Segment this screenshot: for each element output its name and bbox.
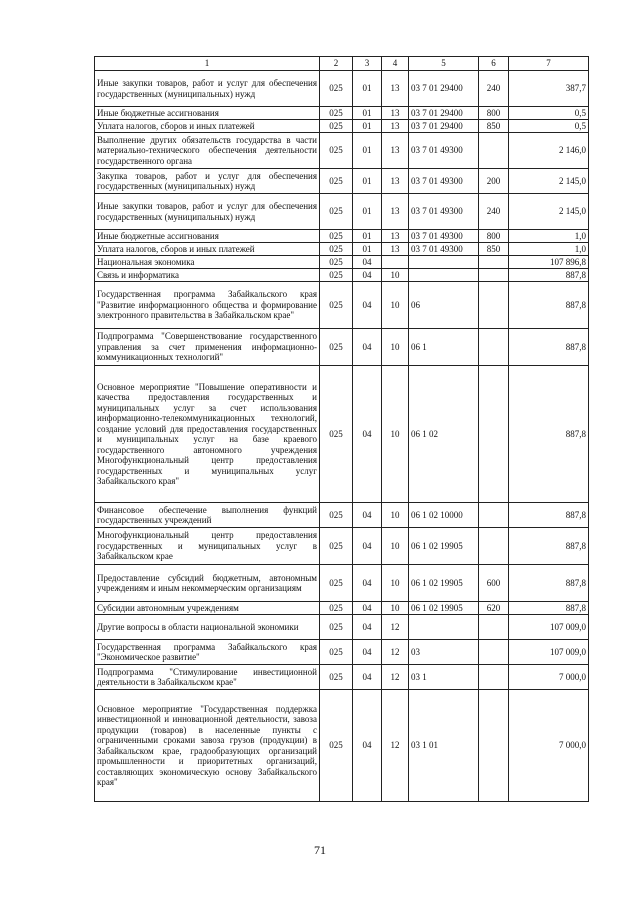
cell-subsection: 10 bbox=[382, 282, 409, 329]
cell-section: 01 bbox=[353, 230, 382, 243]
cell-target-article: 03 7 01 49300 bbox=[409, 243, 479, 256]
cell-expense-type bbox=[479, 503, 509, 528]
cell-name: Государственная программа Забайкальского края "Экономическое развитие" bbox=[95, 640, 320, 665]
cell-amount: 7 000,0 bbox=[509, 690, 589, 802]
cell-amount: 2 145,0 bbox=[509, 169, 589, 194]
cell-expense-type: 800 bbox=[479, 230, 509, 243]
cell-section: 04 bbox=[353, 503, 382, 528]
cell-expense-type bbox=[479, 366, 509, 503]
cell-subsection: 13 bbox=[382, 120, 409, 133]
cell-target-article: 03 1 bbox=[409, 665, 479, 690]
table-row bbox=[95, 690, 589, 802]
table-row bbox=[95, 256, 589, 269]
budget-table bbox=[94, 56, 589, 802]
table-row bbox=[95, 528, 589, 565]
cell-subsection: 13 bbox=[382, 169, 409, 194]
cell-target-article: 03 7 01 49300 bbox=[409, 169, 479, 194]
cell-amount: 1,0 bbox=[509, 230, 589, 243]
table-header-row bbox=[95, 57, 589, 71]
cell-amount: 2 146,0 bbox=[509, 133, 589, 169]
cell-amount: 887,8 bbox=[509, 282, 589, 329]
cell-name: Уплата налогов, сборов и иных платежей bbox=[95, 243, 320, 256]
cell-section: 04 bbox=[353, 269, 382, 282]
cell-name: Подпрограмма "Стимулирование инвестиционной деятельности в Забайкальском крае" bbox=[95, 665, 320, 690]
cell-section: 01 bbox=[353, 243, 382, 256]
cell-name: Иные бюджетные ассигнования bbox=[95, 230, 320, 243]
cell-subsection: 12 bbox=[382, 665, 409, 690]
cell-subsection: 10 bbox=[382, 565, 409, 602]
cell-name: Уплата налогов, сборов и иных платежей bbox=[95, 120, 320, 133]
cell-target-article: 06 1 02 10000 bbox=[409, 503, 479, 528]
cell-subsection: 10 bbox=[382, 503, 409, 528]
table-row bbox=[95, 194, 589, 230]
cell-section: 04 bbox=[353, 665, 382, 690]
cell-grbs: 025 bbox=[320, 640, 353, 665]
cell-subsection: 10 bbox=[382, 528, 409, 565]
table-row bbox=[95, 133, 589, 169]
cell-grbs: 025 bbox=[320, 665, 353, 690]
cell-name: Многофункциональный центр предоставления государственных и муниципальных услуг в Забайкальском крае bbox=[95, 528, 320, 565]
cell-amount: 0,5 bbox=[509, 107, 589, 120]
cell-grbs: 025 bbox=[320, 503, 353, 528]
cell-section: 04 bbox=[353, 282, 382, 329]
cell-name: Основное мероприятие "Повышение оперативности и качества предоставления государственных и муниципальных услуг за счет использования информационно-телекоммуникационных технологий, создание условий для предоставления государственных и муниципальных услуг на базе краевого государственного автономного учреждения Многофункциональный центр предоставления государственных и муниципальных услуг Забайкальского края" bbox=[95, 366, 320, 503]
cell-name: Выполнение других обязательств государства в части материально-технического обеспечения деятельности государственного органа bbox=[95, 133, 320, 169]
table-row bbox=[95, 243, 589, 256]
table-row bbox=[95, 120, 589, 133]
cell-subsection: 12 bbox=[382, 640, 409, 665]
cell-target-article bbox=[409, 256, 479, 269]
cell-amount: 0,5 bbox=[509, 120, 589, 133]
cell-grbs: 025 bbox=[320, 690, 353, 802]
cell-section: 04 bbox=[353, 615, 382, 640]
cell-expense-type: 240 bbox=[479, 194, 509, 230]
cell-grbs: 025 bbox=[320, 366, 353, 503]
column-header: 1 bbox=[95, 57, 320, 71]
cell-name: Иные закупки товаров, работ и услуг для обеспечения государственных (муниципальных) нужд bbox=[95, 71, 320, 107]
cell-section: 04 bbox=[353, 329, 382, 366]
cell-subsection: 10 bbox=[382, 602, 409, 615]
cell-target-article: 06 1 02 bbox=[409, 366, 479, 503]
cell-grbs: 025 bbox=[320, 169, 353, 194]
cell-target-article: 03 7 01 49300 bbox=[409, 133, 479, 169]
column-header: 6 bbox=[479, 57, 509, 71]
cell-grbs: 025 bbox=[320, 329, 353, 366]
cell-name: Государственная программа Забайкальского края "Развитие информационного общества и формирование электронного правительства в Забайкальском крае" bbox=[95, 282, 320, 329]
cell-subsection: 13 bbox=[382, 230, 409, 243]
cell-name: Другие вопросы в области национальной экономики bbox=[95, 615, 320, 640]
cell-amount: 887,8 bbox=[509, 366, 589, 503]
cell-expense-type bbox=[479, 690, 509, 802]
table-row bbox=[95, 366, 589, 503]
cell-expense-type bbox=[479, 256, 509, 269]
table-row bbox=[95, 503, 589, 528]
cell-amount: 887,8 bbox=[509, 329, 589, 366]
budget-table-container bbox=[94, 56, 588, 802]
cell-amount: 387,7 bbox=[509, 71, 589, 107]
cell-target-article: 03 7 01 29400 bbox=[409, 107, 479, 120]
cell-name: Основное мероприятие "Государственная поддержка инвестиционной и инновационной деятельности, завоза продукции (товаров) в населенные пункты с ограниченными сроками завоза грузов (продукции) в Забайкальском крае, градообразующих организаций промышленности и приоритетных организаций, составляющих экономическую основу Забайкальского края" bbox=[95, 690, 320, 802]
cell-section: 04 bbox=[353, 640, 382, 665]
cell-expense-type: 620 bbox=[479, 602, 509, 615]
cell-name: Иные закупки товаров, работ и услуг для обеспечения государственных (муниципальных) нужд bbox=[95, 194, 320, 230]
cell-amount: 887,8 bbox=[509, 528, 589, 565]
cell-grbs: 025 bbox=[320, 194, 353, 230]
cell-expense-type bbox=[479, 665, 509, 690]
table-row bbox=[95, 329, 589, 366]
cell-section: 04 bbox=[353, 366, 382, 503]
cell-name: Закупка товаров, работ и услуг для обеспечения государственных (муниципальных) нужд bbox=[95, 169, 320, 194]
table-body bbox=[95, 71, 589, 802]
cell-grbs: 025 bbox=[320, 528, 353, 565]
cell-amount: 1,0 bbox=[509, 243, 589, 256]
cell-subsection: 12 bbox=[382, 615, 409, 640]
table-row bbox=[95, 565, 589, 602]
table-row bbox=[95, 169, 589, 194]
cell-target-article: 03 7 01 29400 bbox=[409, 71, 479, 107]
cell-subsection: 10 bbox=[382, 269, 409, 282]
cell-target-article: 03 1 01 bbox=[409, 690, 479, 802]
cell-target-article: 06 1 02 19905 bbox=[409, 602, 479, 615]
cell-expense-type bbox=[479, 133, 509, 169]
cell-grbs: 025 bbox=[320, 120, 353, 133]
cell-target-article: 06 1 02 19905 bbox=[409, 565, 479, 602]
cell-grbs: 025 bbox=[320, 133, 353, 169]
cell-grbs: 025 bbox=[320, 243, 353, 256]
column-header: 2 bbox=[320, 57, 353, 71]
cell-expense-type bbox=[479, 329, 509, 366]
cell-section: 01 bbox=[353, 194, 382, 230]
cell-section: 04 bbox=[353, 528, 382, 565]
cell-target-article bbox=[409, 269, 479, 282]
table-row bbox=[95, 230, 589, 243]
cell-expense-type: 850 bbox=[479, 243, 509, 256]
cell-amount: 887,8 bbox=[509, 269, 589, 282]
cell-expense-type: 800 bbox=[479, 107, 509, 120]
cell-name: Подпрограмма "Совершенствование государственного управления за счет применения информационно-коммуникационных технологий" bbox=[95, 329, 320, 366]
cell-grbs: 025 bbox=[320, 269, 353, 282]
cell-amount: 107 009,0 bbox=[509, 640, 589, 665]
cell-expense-type bbox=[479, 640, 509, 665]
cell-subsection: 10 bbox=[382, 329, 409, 366]
cell-expense-type: 600 bbox=[479, 565, 509, 602]
cell-subsection bbox=[382, 256, 409, 269]
cell-target-article: 06 1 02 19905 bbox=[409, 528, 479, 565]
column-header: 7 bbox=[509, 57, 589, 71]
cell-section: 01 bbox=[353, 107, 382, 120]
cell-grbs: 025 bbox=[320, 107, 353, 120]
cell-subsection: 13 bbox=[382, 243, 409, 256]
cell-expense-type: 850 bbox=[479, 120, 509, 133]
cell-target-article: 03 7 01 29400 bbox=[409, 120, 479, 133]
cell-section: 04 bbox=[353, 256, 382, 269]
cell-amount: 2 145,0 bbox=[509, 194, 589, 230]
table-row bbox=[95, 269, 589, 282]
cell-name: Финансовое обеспечение выполнения функций государственных учреждений bbox=[95, 503, 320, 528]
cell-target-article: 03 bbox=[409, 640, 479, 665]
cell-target-article: 06 bbox=[409, 282, 479, 329]
cell-expense-type: 200 bbox=[479, 169, 509, 194]
cell-subsection: 13 bbox=[382, 71, 409, 107]
cell-amount: 887,8 bbox=[509, 503, 589, 528]
cell-amount: 887,8 bbox=[509, 565, 589, 602]
table-row bbox=[95, 665, 589, 690]
cell-name: Иные бюджетные ассигнования bbox=[95, 107, 320, 120]
cell-subsection: 10 bbox=[382, 366, 409, 503]
cell-section: 04 bbox=[353, 565, 382, 602]
cell-target-article: 03 7 01 49300 bbox=[409, 194, 479, 230]
cell-name: Национальная экономика bbox=[95, 256, 320, 269]
cell-expense-type: 240 bbox=[479, 71, 509, 107]
cell-name: Субсидии автономным учреждениям bbox=[95, 602, 320, 615]
cell-subsection: 13 bbox=[382, 194, 409, 230]
cell-section: 04 bbox=[353, 690, 382, 802]
cell-section: 01 bbox=[353, 120, 382, 133]
column-header: 4 bbox=[382, 57, 409, 71]
cell-target-article bbox=[409, 615, 479, 640]
cell-grbs: 025 bbox=[320, 615, 353, 640]
cell-name: Связь и информатика bbox=[95, 269, 320, 282]
cell-grbs: 025 bbox=[320, 282, 353, 329]
cell-expense-type bbox=[479, 282, 509, 329]
table-row bbox=[95, 602, 589, 615]
page-number: 71 bbox=[314, 843, 326, 857]
cell-section: 01 bbox=[353, 133, 382, 169]
table-row bbox=[95, 615, 589, 640]
cell-target-article: 06 1 bbox=[409, 329, 479, 366]
cell-expense-type bbox=[479, 615, 509, 640]
cell-subsection: 13 bbox=[382, 133, 409, 169]
cell-section: 01 bbox=[353, 71, 382, 107]
cell-subsection: 12 bbox=[382, 690, 409, 802]
cell-name: Предоставление субсидий бюджетным, автономным учреждениям и иным некоммерческим организациям bbox=[95, 565, 320, 602]
cell-grbs: 025 bbox=[320, 230, 353, 243]
cell-amount: 887,8 bbox=[509, 602, 589, 615]
cell-amount: 7 000,0 bbox=[509, 665, 589, 690]
cell-subsection: 13 bbox=[382, 107, 409, 120]
cell-expense-type bbox=[479, 528, 509, 565]
cell-section: 01 bbox=[353, 169, 382, 194]
cell-amount: 107 896,8 bbox=[509, 256, 589, 269]
cell-target-article: 03 7 01 49300 bbox=[409, 230, 479, 243]
cell-grbs: 025 bbox=[320, 565, 353, 602]
table-row bbox=[95, 640, 589, 665]
table-row bbox=[95, 107, 589, 120]
cell-section: 04 bbox=[353, 602, 382, 615]
column-header: 5 bbox=[409, 57, 479, 71]
cell-grbs: 025 bbox=[320, 71, 353, 107]
cell-grbs: 025 bbox=[320, 256, 353, 269]
table-row bbox=[95, 282, 589, 329]
cell-expense-type bbox=[479, 269, 509, 282]
cell-amount: 107 009,0 bbox=[509, 615, 589, 640]
cell-grbs: 025 bbox=[320, 602, 353, 615]
column-header: 3 bbox=[353, 57, 382, 71]
table-row bbox=[95, 71, 589, 107]
